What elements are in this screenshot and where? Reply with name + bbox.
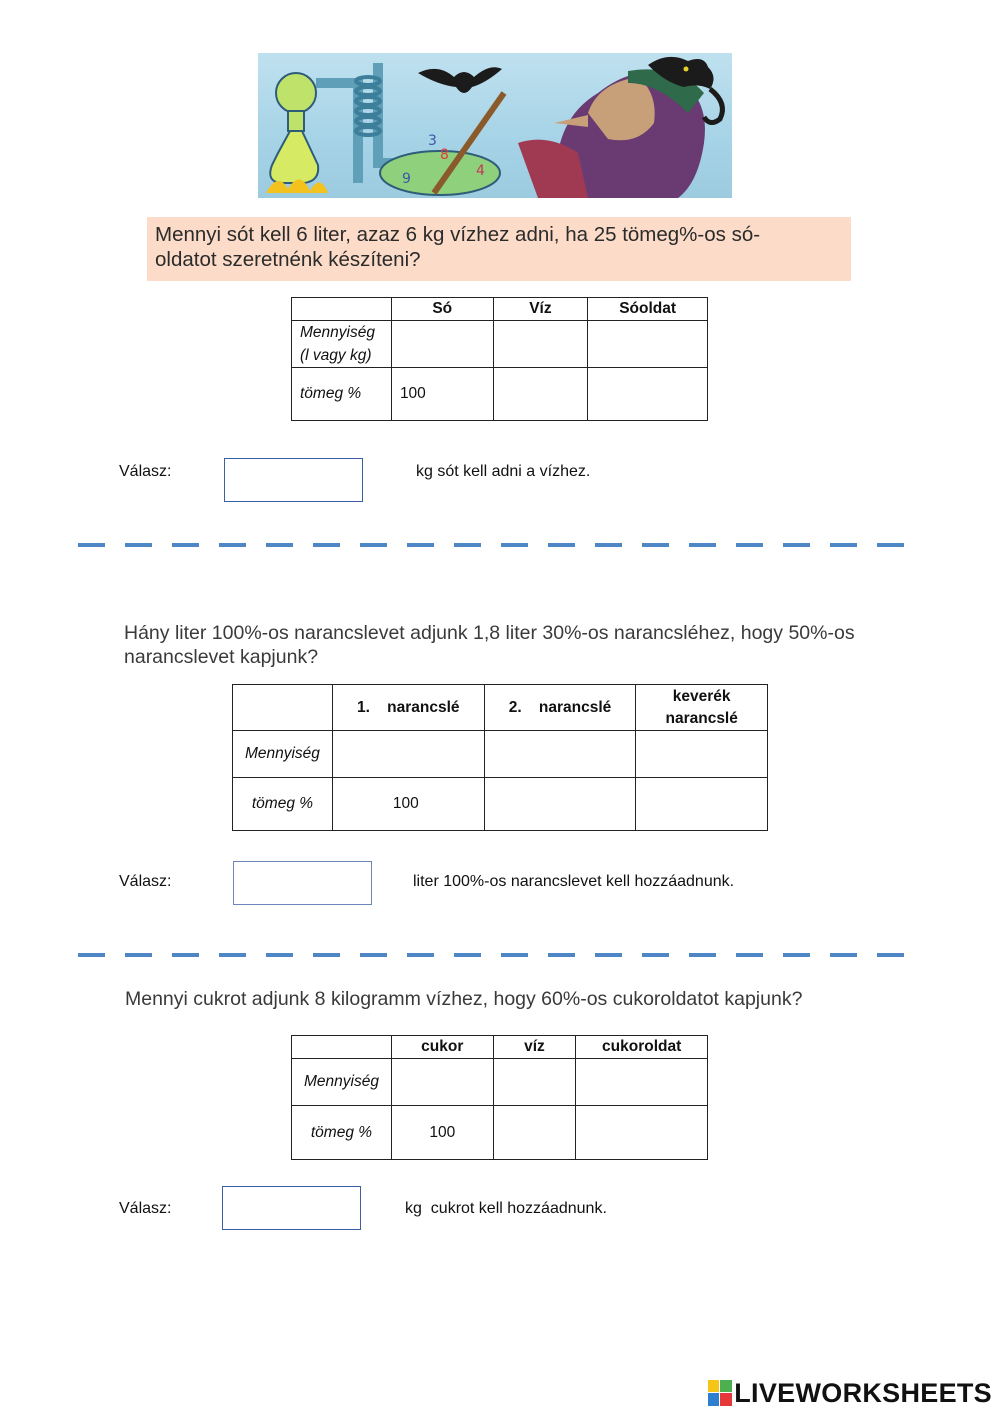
sugar-solution-table — [291, 1035, 708, 1160]
table-1-cell-sooldat-tomeg[interactable] — [588, 368, 708, 421]
table-2-cell-2-mennyiseg[interactable] — [484, 731, 636, 778]
table-2-header-1-num: 1. — [357, 698, 370, 716]
table-1-header-viz: Víz — [493, 298, 588, 321]
table-3-cell-viz-tomeg[interactable] — [493, 1106, 576, 1160]
question-1-line-1: Mennyi sót kell 6 liter, azaz 6 kg vízhez adni, ha 25 tömeg%-os só- — [155, 223, 761, 246]
question-2-text — [124, 621, 884, 669]
table-2-row-tomeg-label: tömeg % — [233, 778, 333, 831]
table-1-cell-viz-tomeg[interactable] — [493, 368, 588, 421]
table-1-row-mennyiseg-line-2: (l vagy kg) — [300, 347, 372, 364]
table-3-corner — [292, 1036, 392, 1059]
table-3-header-cukoroldat: cukoroldat — [576, 1036, 708, 1059]
table-3-row-tomeg-label: tömeg % — [292, 1106, 392, 1160]
answer-3-input[interactable] — [222, 1186, 361, 1230]
table-3-header-cukor: cukor — [391, 1036, 493, 1059]
table-2-cell-1-tomeg: 100 — [332, 778, 484, 831]
answer-2-label: Válasz: — [119, 873, 172, 890]
witch-potion-illustration — [258, 53, 732, 198]
table-3-cell-cukoroldat-tomeg[interactable] — [576, 1106, 708, 1160]
svg-text:3: 3 — [428, 133, 437, 149]
table-3-row-mennyiseg-label: Mennyiség — [292, 1059, 392, 1106]
table-1-cell-so-mennyiseg[interactable] — [391, 321, 493, 368]
table-2-row-mennyiseg-label: Mennyiség — [233, 731, 333, 778]
table-1-header-so: Só — [391, 298, 493, 321]
table-1-row-tomeg-label: tömeg % — [292, 368, 392, 421]
table-2-header-3-line-2: narancslé — [665, 709, 738, 727]
table-2-cell-3-mennyiseg[interactable] — [636, 731, 768, 778]
svg-text:8: 8 — [440, 147, 449, 163]
table-2-header-3-line-1: keverék — [672, 687, 731, 705]
svg-text:9: 9 — [402, 171, 411, 187]
question-1-line-2: oldatot szeretnénk készíteni? — [155, 248, 421, 271]
table-2-header-1-text: narancslé — [387, 698, 460, 716]
table-2-header-3 — [636, 685, 768, 731]
table-2-header-1 — [332, 685, 484, 731]
table-2-header-2-text: narancslé — [538, 698, 612, 716]
answer-3-label: Válasz: — [119, 1200, 172, 1217]
dashed-separator-1 — [78, 543, 918, 547]
table-1-corner — [292, 298, 392, 321]
answer-2-suffix: liter 100%-os narancslevet kell hozzáadnunk. — [413, 873, 735, 890]
orange-juice-table — [232, 684, 768, 831]
answer-1-suffix: kg sót kell adni a vízhez. — [416, 463, 591, 480]
table-1-cell-so-tomeg: 100 — [391, 368, 493, 421]
table-2-corner — [233, 685, 333, 731]
table-3-header-viz: víz — [493, 1036, 576, 1059]
liveworksheets-logo-text: LIVEWORKSHEETS — [734, 1377, 992, 1408]
table-3-cell-cukor-tomeg: 100 — [391, 1106, 493, 1160]
liveworksheets-badge-icon — [708, 1380, 732, 1406]
question-2-line-2: narancslevet kapjunk? — [124, 646, 319, 668]
table-3-cell-viz-mennyiseg[interactable] — [493, 1059, 576, 1106]
svg-text:4: 4 — [476, 163, 485, 179]
salt-solution-table — [291, 297, 708, 421]
question-3-text: Mennyi cukrot adjunk 8 kilogramm vízhez, hogy 60%-os cukoroldatot kapjunk? — [125, 988, 803, 1010]
answer-1-input[interactable] — [224, 458, 363, 502]
question-1-text — [155, 222, 845, 272]
table-2-cell-2-tomeg[interactable] — [484, 778, 636, 831]
liveworksheets-logo — [708, 1378, 992, 1408]
table-2-cell-3-tomeg[interactable] — [636, 778, 768, 831]
table-1-row-mennyiseg-line-1: Mennyiség — [300, 324, 375, 341]
table-1-cell-sooldat-mennyiseg[interactable] — [588, 321, 708, 368]
table-3-cell-cukor-mennyiseg[interactable] — [391, 1059, 493, 1106]
answer-2-input[interactable] — [233, 861, 372, 905]
dashed-separator-2 — [78, 953, 918, 957]
question-2-line-1: Hány liter 100%-os narancslevet adjunk 1,8 liter 30%-os narancsléhez, hogy 50%-os — [124, 622, 855, 644]
table-1-row-mennyiseg-label — [292, 321, 392, 368]
table-2-header-2 — [484, 685, 636, 731]
answer-3-suffix: kg cukrot kell hozzáadnunk. — [405, 1200, 607, 1217]
table-3-cell-cukoroldat-mennyiseg[interactable] — [576, 1059, 708, 1106]
table-1-header-sooldat: Sóoldat — [588, 298, 708, 321]
table-2-header-2-num: 2. — [508, 698, 522, 716]
table-1-cell-viz-mennyiseg[interactable] — [493, 321, 588, 368]
answer-1-label: Válasz: — [119, 463, 172, 480]
table-2-cell-1-mennyiseg[interactable] — [332, 731, 484, 778]
